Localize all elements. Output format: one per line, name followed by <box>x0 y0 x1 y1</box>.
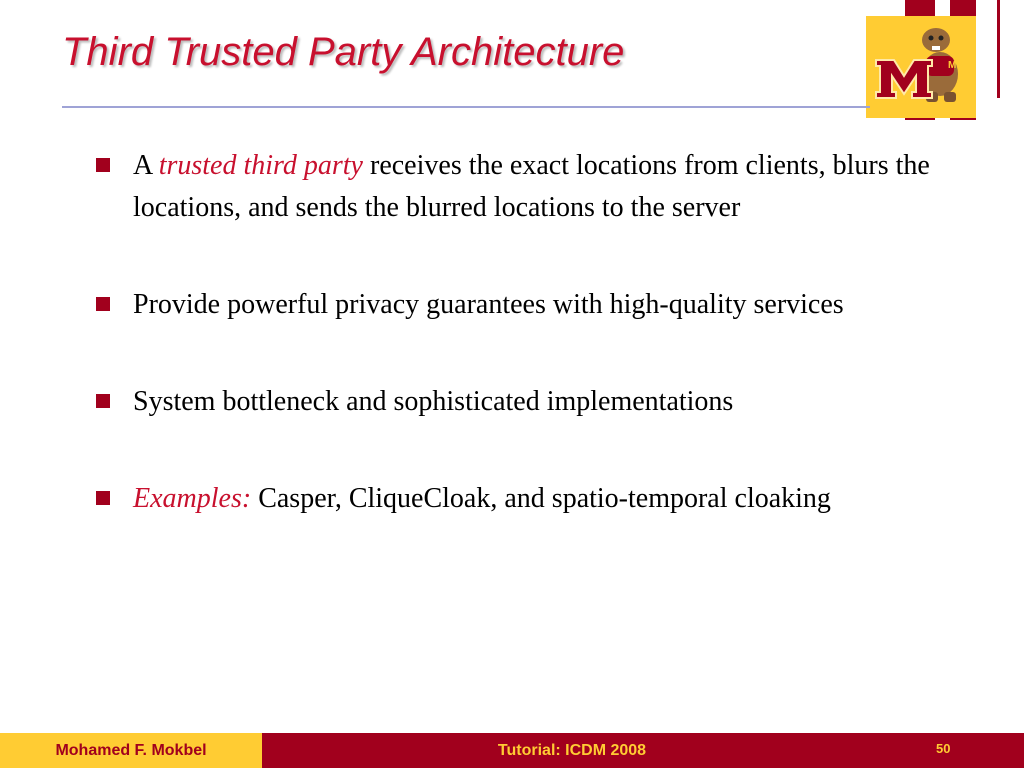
bullet-text: System bottleneck and sophisticated implementations <box>133 386 734 417</box>
square-bullet-icon <box>96 158 110 172</box>
square-bullet-icon <box>96 297 110 311</box>
footer-bar <box>0 733 1024 768</box>
bullet-text: Casper, CliqueCloak, and spatio-temporal cloaking <box>251 483 831 514</box>
page-number: 50 <box>936 741 951 756</box>
bullet-item <box>92 284 992 326</box>
slide-title: Third Trusted Party Architecture <box>62 30 625 74</box>
footer-author: Mohamed F. Mokbel <box>0 733 262 768</box>
bullet-emphasis: Examples: <box>133 483 252 514</box>
bullet-list <box>92 145 992 575</box>
title-divider <box>62 106 870 108</box>
bullet-item <box>92 478 992 520</box>
footer-event: Tutorial: ICDM 2008 <box>497 742 647 759</box>
bullet-text: receives the exact locations from clients, blurs the locations, and sends the blurred locations to the server <box>133 150 930 223</box>
corner-stripe <box>997 0 1000 98</box>
bullet-emphasis: trusted third party <box>158 150 363 181</box>
logo-letter: M <box>948 60 957 71</box>
bullet-text: Provide powerful privacy guarantees with high-quality services <box>133 289 844 320</box>
logo <box>866 16 976 118</box>
bullet-item <box>92 145 992 229</box>
square-bullet-icon <box>96 394 110 408</box>
bullet-item <box>92 381 992 423</box>
university-of-minnesota-logo-icon <box>866 16 976 118</box>
square-bullet-icon <box>96 491 110 505</box>
bullet-lead: A <box>133 150 159 181</box>
